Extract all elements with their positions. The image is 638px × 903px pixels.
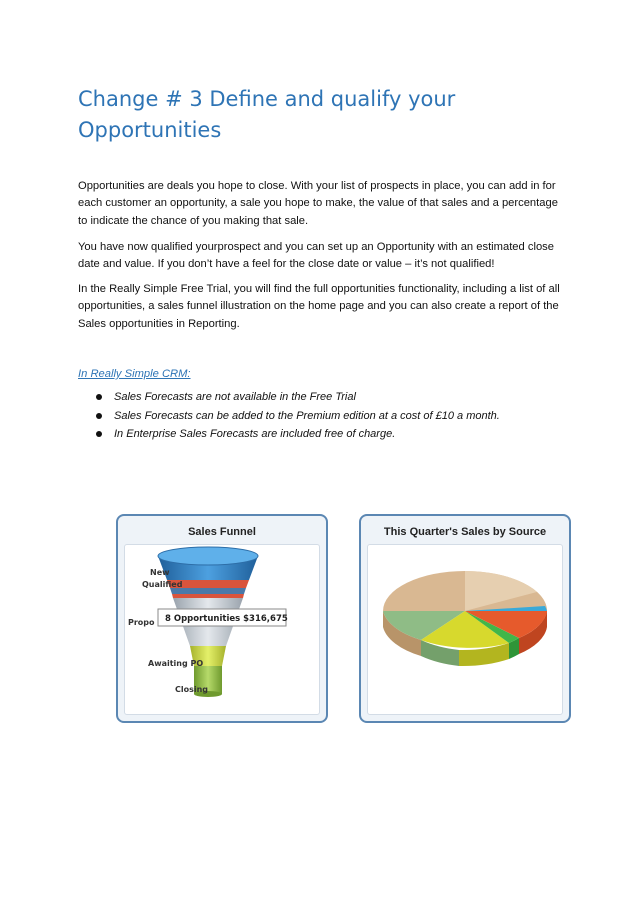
sales-by-source-panel (359, 514, 571, 723)
funnel-label-awaiting-po: Awaiting PO (148, 659, 204, 668)
bullet-text: In Enterprise Sales Forecasts are included free of charge. (114, 428, 396, 440)
pie-slice-tan-left (383, 571, 465, 611)
funnel-label-proposal: Propo (128, 618, 155, 627)
crm-subheading: In Really Simple CRM: (78, 368, 191, 380)
paragraph-free-trial: In the Really Simple Free Trial, you will find the full opportunities functionality, including a list of all opportunities, a sales funnel illustration on the home page and you can also create a report of the Sales opportunities in Reporting. (78, 283, 560, 330)
sales-by-source-pie (361, 516, 569, 721)
funnel-tooltip-text: 8 Opportunities $316,675 (165, 614, 288, 624)
list-item (92, 388, 500, 407)
funnel-label-new: New (150, 568, 170, 577)
sales-funnel-graphic (118, 516, 326, 721)
funnel-top-rim (158, 547, 258, 565)
pie-title: This Quarter's Sales by Source (383, 526, 547, 538)
paragraph-qualification: You have now qualified yourprospect and you can set up an Opportunity with an estimated close date and value. If you don’t have a feel for the close date or value – it’s not qualified! (78, 241, 554, 271)
funnel-title: Sales Funnel (188, 526, 256, 538)
paragraph-opportunities-intro: Opportunities are deals you hope to close. With your list of prospects in place, you can add in for each customer an opportunity, a sale you hope to make, the value of that sales and a percentage to indicate the chance of you making that sale. (78, 180, 558, 227)
funnel-label-closing: Closing (175, 685, 209, 694)
bullet-icon (96, 413, 102, 419)
bullet-text: Sales Forecasts can be added to the Premium edition at a cost of £10 a month. (114, 409, 500, 422)
bullet-text: Sales Forecasts are not available in the Free Trial (114, 391, 356, 403)
bullet-icon (96, 394, 102, 400)
sales-funnel-panel (116, 514, 328, 723)
forecast-bullet-list (92, 388, 500, 444)
funnel-stage-qualified-band-2 (172, 594, 244, 598)
list-item (92, 407, 500, 426)
bullet-icon (96, 431, 102, 437)
funnel-label-qualified: Qualified (142, 580, 183, 589)
list-item (92, 425, 500, 444)
section-heading: Change # 3 Define and qualify your Opportunities (78, 87, 456, 142)
